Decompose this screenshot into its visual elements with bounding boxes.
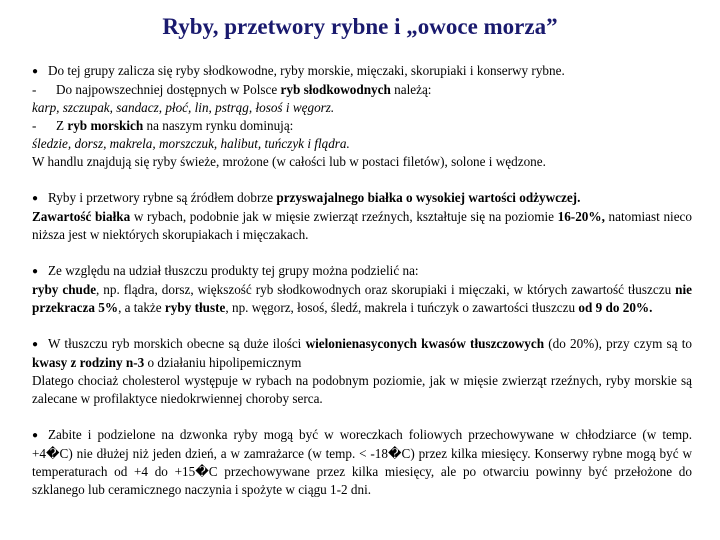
text: Zabite i podzielone na dzwonka ryby mogą być w woreczkach foliowych przechowywane w chłodziarce: [48, 427, 637, 442]
paragraph-protein-content: [32, 208, 692, 244]
text-bold: ryby chude: [32, 282, 97, 297]
paragraph-fatty-acids: [32, 335, 692, 372]
dash-icon: -: [32, 82, 37, 97]
text-bold: ryby tłuste: [164, 300, 226, 315]
paragraph-trade: W handlu znajdują się ryby świeże, mrożone (w całości lub w postaci filetów), solone i wędzone.: [32, 154, 546, 169]
text-bold: nie przekracza 5%: [32, 282, 692, 315]
page-title: Ryby, przetwory rybne i „owoce morza”: [162, 14, 558, 39]
text: o działaniu hipolipemicznym: [144, 355, 302, 370]
paragraph-groups: [32, 62, 692, 81]
text: Konserwy rybne mogą być w temperaturach od +4 do +15�C przechowywane przez kilka miesięcy, ale po: [32, 446, 692, 479]
text: , np. flądra, dorsz, większość ryb słodkowodnych oraz skorupiaki i mięczaki, w których zawartość: [96, 282, 624, 297]
text: ryby morskie są zalecane w profilaktyce niedokrwiennej choroby serca.: [32, 373, 693, 406]
text: na naszym rynku dominują:: [143, 118, 294, 133]
paragraph-fat: [32, 262, 692, 281]
text: w rybach, podobnie jak w mięsie zwierząt rzeźnych, kształtuje się na poziomie: [130, 209, 558, 224]
paragraph-fat-types: [32, 281, 692, 317]
text: Do najpowszechniej dostępnych w Polsce: [56, 82, 281, 97]
bullet-icon: ●: [32, 193, 39, 204]
text: Do tej grupy zalicza się ryby słodkowodne, ryby morskie, mięczaki, skorupiaki i konserwy rybne.: [48, 63, 565, 78]
bullet-icon: ●: [32, 430, 39, 441]
bullet-icon: ●: [32, 339, 39, 350]
text: (do 20%),: [544, 336, 602, 351]
slide-body: [32, 62, 692, 499]
text: , np. węgorz, łosoś, śledź, makrela i tuńczyk o zawartości: [225, 300, 529, 315]
paragraph-seafish: [32, 117, 692, 135]
paragraph-freshwater: [32, 81, 692, 99]
paragraph-protein: [32, 189, 692, 208]
text: , a także: [118, 300, 165, 315]
text-bold: 16-20%,: [557, 209, 605, 224]
paragraph-cholesterol: [32, 372, 692, 408]
spacer: [32, 408, 692, 426]
text: W tłuszczu ryb morskich obecne są duże ilości: [48, 336, 306, 351]
text-bold: ryb morskich: [67, 118, 144, 133]
text-bold: przyswajalnego białka o wysokiej wartości odżywczej.: [276, 190, 581, 205]
text-bold: wielonienasyconych kwasów tłuszczowych: [305, 336, 545, 351]
text: natomiast nieco niższa jest w niektórych skorupiakach i mięczakach.: [32, 209, 693, 242]
seafish-list: [32, 135, 692, 153]
text: należą:: [390, 82, 432, 97]
text-italic: śledzie, dorsz, makrela, morszczuk, halibut, tuńczyk i flądra.: [32, 136, 350, 151]
text: otwarciu powinny być przełożone do szklanego lub ceramicznego naczynia i spożyte w ciągu 1-2 dni.: [32, 464, 692, 497]
bullet-icon: ●: [32, 66, 39, 77]
text: przy czym są to: [606, 336, 693, 351]
text-bold: kwasy z rodziny n-3: [32, 355, 145, 370]
text: Ze względu na udział tłuszczu produkty tej grupy można podzielić na:: [48, 263, 419, 278]
text-italic: karp, szczupak, sandacz, płoć, lin, pstrąg, łosoś i węgorz.: [32, 100, 335, 115]
text-bold: ryb słodkowodnych: [280, 82, 391, 97]
text-bold: od 9 do 20%.: [578, 300, 653, 315]
paragraph-storage: [32, 426, 692, 499]
text: tłuszczu: [627, 282, 676, 297]
freshwater-list: [32, 99, 692, 117]
text: tłuszczu: [531, 300, 579, 315]
spacer: [32, 171, 692, 189]
dash-icon: -: [32, 118, 37, 133]
spacer: [32, 244, 692, 262]
text: (w temp. +4�C) nie dłużej niż jeden dzień, a w zamrażarce (w temp. < -18�C) przez kilka miesięcy.: [32, 427, 692, 461]
text: Dlatego chociaż cholesterol występuje w rybach na podobnym poziomie, jak w mięsie zwierząt rzeźnych,: [32, 373, 602, 388]
text: Ryby i przetwory rybne są źródłem dobrze: [48, 190, 277, 205]
bullet-icon: ●: [32, 266, 39, 277]
spacer: [32, 317, 692, 335]
text-bold: Zawartość białka: [32, 209, 131, 224]
text: Z: [56, 118, 68, 133]
